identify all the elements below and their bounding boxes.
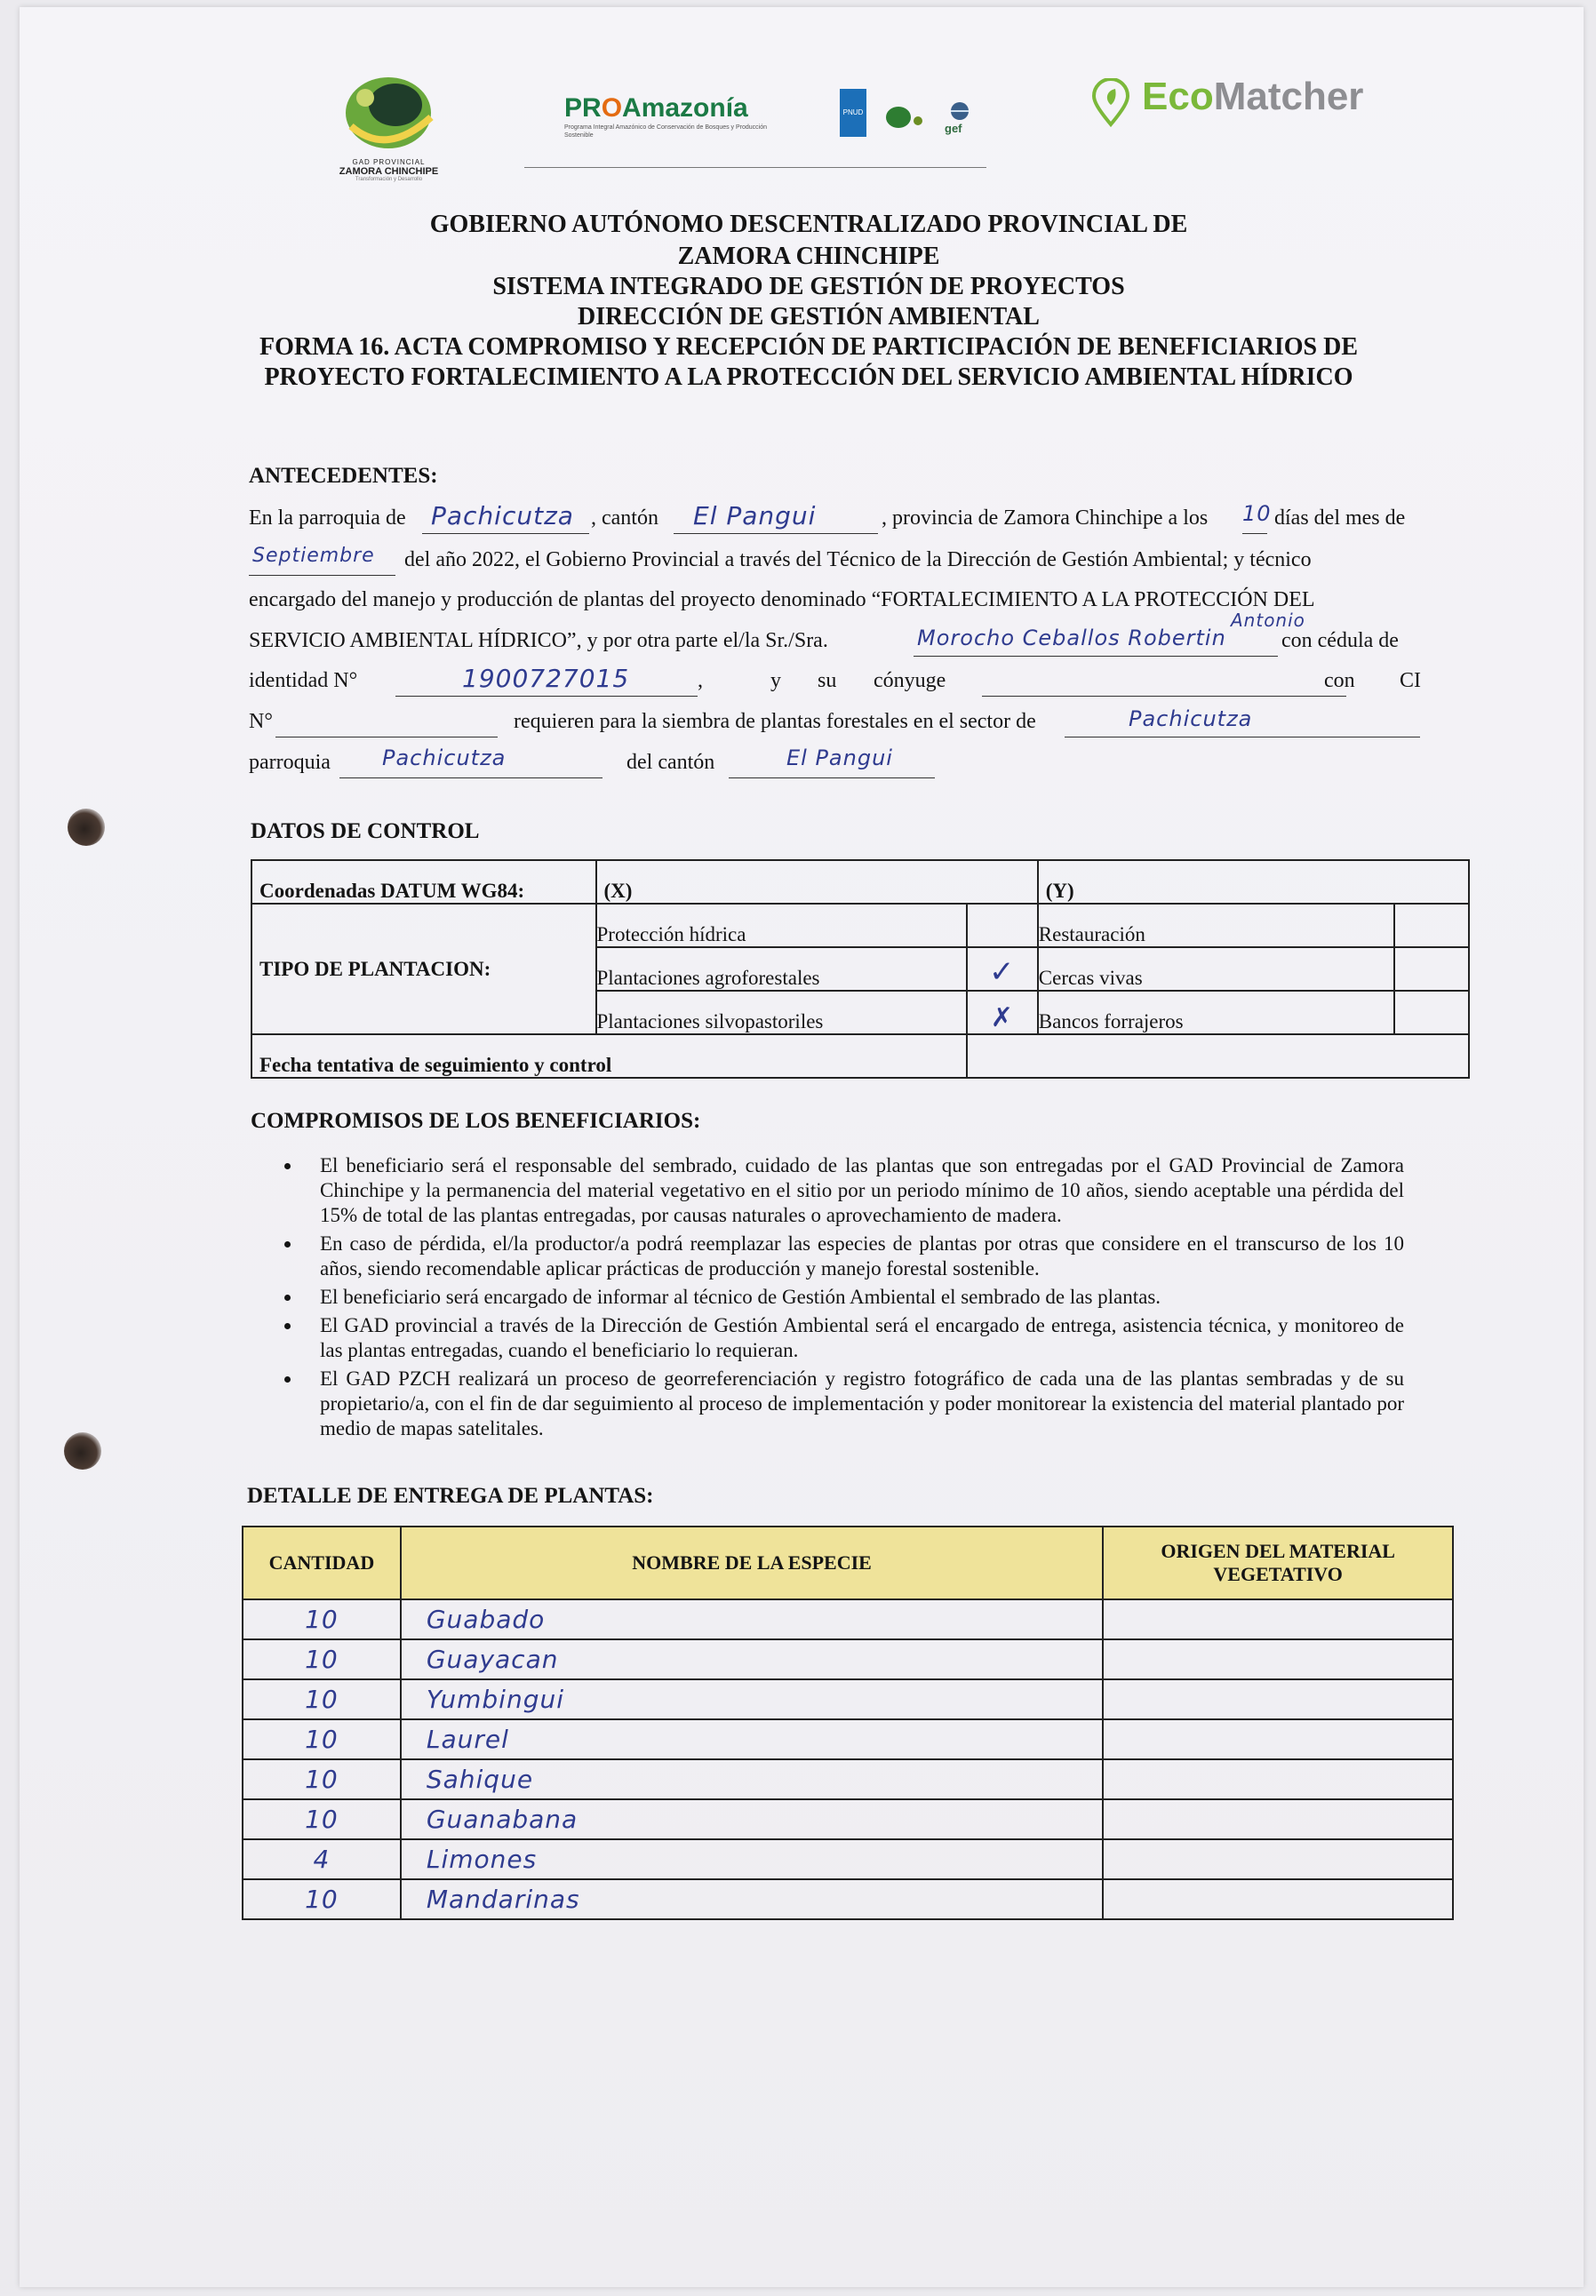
parroquia-value[interactable]: Pachicutza bbox=[431, 501, 574, 530]
header-line-3: SISTEMA INTEGRADO DE GESTIÓN DE PROYECTOS bbox=[492, 273, 1125, 300]
cantidad-cell[interactable]: 10 bbox=[243, 1639, 401, 1679]
text-comma: , bbox=[698, 669, 703, 692]
check-bancos-forrajeros[interactable] bbox=[1394, 991, 1469, 1034]
zamora-logo-top: GAD PROVINCIAL bbox=[352, 158, 426, 166]
punch-hole-bottom bbox=[64, 1432, 101, 1470]
table-row bbox=[243, 1759, 1453, 1799]
cantidad-cell[interactable]: 10 bbox=[243, 1599, 401, 1639]
underline-conyuge[interactable] bbox=[982, 696, 1346, 697]
sector-value[interactable]: Pachicutza bbox=[1129, 706, 1253, 731]
especie-cell[interactable]: Guayacan bbox=[401, 1639, 1103, 1679]
antecedentes-line-3: encargado del manejo y producción de plantas del proyecto denominado “FORTALECIMIENTO A LA PROTECCIÓN DEL bbox=[249, 588, 1315, 611]
origen-cell[interactable] bbox=[1103, 1599, 1453, 1639]
gef-logo bbox=[945, 101, 980, 137]
cantidad-cell[interactable]: 10 bbox=[243, 1759, 401, 1799]
underline-canton bbox=[674, 533, 878, 534]
beneficiario-nombre[interactable]: Morocho Ceballos Robertin bbox=[917, 626, 1226, 650]
header-line-6: PROYECTO FORTALECIMIENTO A LA PROTECCIÓN DEL SERVICIO AMBIENTAL HÍDRICO bbox=[264, 363, 1353, 391]
coord-label: Coordenadas DATUM WG84: bbox=[251, 860, 596, 904]
underline-canton-2 bbox=[729, 777, 935, 778]
header-line-2: ZAMORA CHINCHIPE bbox=[677, 243, 940, 270]
col-origen: ORIGEN DEL MATERIAL VEGETATIVO bbox=[1103, 1527, 1453, 1599]
check-mark-icon: ✓ bbox=[989, 954, 1016, 990]
partner-logos bbox=[840, 89, 991, 142]
option-agroforestales: Plantaciones agroforestales bbox=[596, 947, 967, 991]
header-line-5: FORMA 16. ACTA COMPROMISO Y RECEPCIÓN DE PARTICIPACIÓN DE BENEFICIARIOS DE bbox=[259, 333, 1359, 361]
table-row bbox=[243, 1679, 1453, 1719]
origen-cell[interactable] bbox=[1103, 1879, 1453, 1919]
option-silvopastoriles: Plantaciones silvopastoriles bbox=[596, 991, 967, 1034]
compromiso-item-2: • En caso de pérdida, el/la productor/a podrá reemplazar las especies de plantas por otras que considere en el transcurso de los 10 años, siendo recomendable aplicar prácticas de producción y manejo forestal sostenible. bbox=[302, 1232, 1404, 1281]
text-canton: , cantón bbox=[591, 506, 658, 530]
table-row bbox=[243, 1719, 1453, 1759]
canton-value[interactable]: El Pangui bbox=[693, 501, 817, 530]
zamora-logo-sub: Transformación y Desarrollo bbox=[355, 177, 423, 182]
especie-cell[interactable]: Limones bbox=[401, 1839, 1103, 1879]
x-coordinate-cell[interactable] bbox=[596, 860, 1038, 904]
underline-parroquia-2 bbox=[339, 777, 602, 778]
compromiso-item-4: • El GAD provincial a través de la Dirección de Gestión Ambiental será el encargado de entrega, asistencia técnica, y monitoreo de las plantas entregadas, cuando el beneficiario lo requieran. bbox=[302, 1313, 1404, 1363]
tipo-plantacion-label: TIPO DE PLANTACION: bbox=[251, 904, 596, 1034]
option-restauracion: Restauración bbox=[1038, 904, 1394, 947]
especie-cell[interactable]: Sahique bbox=[401, 1759, 1103, 1799]
option-bancos-forrajeros: Bancos forrajeros bbox=[1038, 991, 1394, 1034]
canton-2-value[interactable]: El Pangui bbox=[786, 745, 893, 770]
text-del-canton: del cantón bbox=[626, 751, 715, 774]
origen-cell[interactable] bbox=[1103, 1759, 1453, 1799]
underline-parroquia bbox=[422, 533, 589, 534]
text-ci: CI bbox=[1400, 669, 1421, 692]
underline-nombre bbox=[914, 656, 1278, 657]
cross-mark-icon: ✗ bbox=[990, 1002, 1014, 1033]
ecomatcher-wordmark: EcoMatcher bbox=[1142, 75, 1364, 118]
datos-control-table bbox=[251, 859, 1470, 1079]
ecomatcher-logo bbox=[1089, 75, 1426, 137]
cantidad-cell[interactable]: 4 bbox=[243, 1839, 401, 1879]
cantidad-cell[interactable]: 10 bbox=[243, 1679, 401, 1719]
especie-cell[interactable]: Guanabana bbox=[401, 1799, 1103, 1839]
text-su: su bbox=[818, 669, 837, 692]
text-y: y bbox=[770, 669, 781, 692]
antecedentes-title: ANTECEDENTES: bbox=[249, 464, 438, 488]
dia-value[interactable]: 10 bbox=[1242, 501, 1272, 526]
compromisos-title: COMPROMISOS DE LOS BENEFICIARIOS: bbox=[251, 1109, 701, 1133]
origen-cell[interactable] bbox=[1103, 1639, 1453, 1679]
zamora-emblem-icon bbox=[333, 73, 440, 153]
cedula-value[interactable]: 1900727015 bbox=[462, 664, 630, 693]
underline-dia bbox=[1242, 533, 1267, 534]
environment-ministry-icon bbox=[882, 100, 927, 135]
text-parroquia: parroquia bbox=[249, 751, 331, 774]
check-proteccion-hidrica[interactable] bbox=[967, 904, 1038, 947]
option-cercas-vivas: Cercas vivas bbox=[1038, 947, 1394, 991]
check-silvopastoriles[interactable] bbox=[967, 991, 1038, 1034]
origen-cell[interactable] bbox=[1103, 1679, 1453, 1719]
parroquia-2-value[interactable]: Pachicutza bbox=[382, 745, 507, 770]
check-restauracion[interactable] bbox=[1394, 904, 1469, 947]
col-cantidad: CANTIDAD bbox=[243, 1527, 401, 1599]
table-row bbox=[243, 1639, 1453, 1679]
proamazonia-logo bbox=[564, 93, 795, 147]
mes-value[interactable]: Septiembre bbox=[252, 545, 375, 567]
col-especie: NOMBRE DE LA ESPECIE bbox=[401, 1527, 1103, 1599]
option-proteccion-hidrica: Protección hídrica bbox=[596, 904, 967, 947]
entrega-table bbox=[242, 1526, 1454, 1920]
beneficiario-nombre-extra: Antonio bbox=[1231, 610, 1305, 631]
especie-cell[interactable]: Yumbingui bbox=[401, 1679, 1103, 1719]
text-no: N° bbox=[249, 710, 273, 733]
text-conyuge: cónyuge bbox=[874, 669, 946, 692]
text-con-cedula: con cédula de bbox=[1281, 629, 1399, 652]
cantidad-cell[interactable]: 10 bbox=[243, 1799, 401, 1839]
table-row bbox=[243, 1799, 1453, 1839]
origen-cell[interactable] bbox=[1103, 1799, 1453, 1839]
check-cercas-vivas[interactable] bbox=[1394, 947, 1469, 991]
header-line-4: DIRECCIÓN DE GESTIÓN AMBIENTAL bbox=[578, 303, 1040, 331]
zamora-logo-name: ZAMORA CHINCHIPE bbox=[339, 166, 439, 177]
origen-cell[interactable] bbox=[1103, 1719, 1453, 1759]
origen-cell[interactable] bbox=[1103, 1839, 1453, 1879]
text-con: con bbox=[1324, 669, 1355, 692]
proamazonia-title: PROAmazonía bbox=[564, 93, 748, 123]
underline-cedula bbox=[395, 696, 698, 697]
text-identidad: identidad N° bbox=[249, 669, 358, 692]
header-line-1: GOBIERNO AUTÓNOMO DESCENTRALIZADO PROVINCIAL DE bbox=[429, 211, 1188, 238]
table-row bbox=[243, 1839, 1453, 1879]
check-agroforestales[interactable] bbox=[967, 947, 1038, 991]
proamazonia-subtitle: Programa Integral Amazónico de Conservación de Bosques y Producción Sostenible bbox=[564, 124, 768, 139]
cantidad-cell[interactable]: 10 bbox=[243, 1719, 401, 1759]
header-rule bbox=[524, 167, 986, 168]
gef-label: gef bbox=[945, 122, 962, 135]
fecha-seguimiento-label: Fecha tentativa de seguimiento y control bbox=[251, 1034, 967, 1078]
compromiso-item-5: • El GAD PZCH realizará un proceso de georreferenciación y registro fotográfico de cada una de las plantas sembradas y de su propietario/a, con el fin de dar seguimiento al proceso de implementación y poder monitorear la existencia del material plantado por medio de mapas satelitales. bbox=[302, 1367, 1404, 1441]
entrega-title: DETALLE DE ENTREGA DE PLANTAS: bbox=[247, 1484, 654, 1508]
entrega-header-row bbox=[243, 1527, 1453, 1599]
especie-cell[interactable]: Guabado bbox=[401, 1599, 1103, 1639]
underline-mes bbox=[249, 575, 395, 576]
x-label: (X) bbox=[603, 880, 633, 902]
cantidad-cell[interactable]: 10 bbox=[243, 1879, 401, 1919]
especie-cell[interactable]: Laurel bbox=[401, 1719, 1103, 1759]
gef-globe-icon bbox=[945, 101, 975, 121]
text-del-ano: del año 2022, el Gobierno Provincial a través del Técnico de la Dirección de Gestión Ambiental; y técnico bbox=[404, 548, 1312, 571]
gad-zamora-logo bbox=[307, 73, 471, 188]
compromiso-item-3: • El beneficiario será encargado de informar al técnico de Gestión Ambiental el sembrado de las plantas. bbox=[302, 1285, 1404, 1310]
table-row bbox=[243, 1879, 1453, 1919]
datos-control-title: DATOS DE CONTROL bbox=[251, 819, 480, 843]
table-row bbox=[243, 1599, 1453, 1639]
pnud-label: PNUD bbox=[842, 108, 864, 116]
text-provincia: , provincia de Zamora Chinchipe a los bbox=[882, 506, 1209, 530]
fecha-seguimiento-field[interactable] bbox=[967, 1034, 1469, 1078]
y-label: (Y) bbox=[1045, 880, 1074, 902]
text-en-la-parroquia: En la parroquia de bbox=[249, 506, 406, 530]
punch-hole-top bbox=[68, 809, 105, 846]
location-leaf-icon bbox=[1089, 78, 1133, 128]
compromiso-item-1: • El beneficiario será el responsable del sembrado, cuidado de las plantas que son entregadas por el GAD Provincial de Zamora Chinchipe y la permanencia del material vegetativo en el sitio por un periodo mínimo de 10 años, siendo aceptable una pérdida del 15% de total de las plantas entregadas, por causas naturales o aprovechamiento de madera. bbox=[302, 1153, 1404, 1228]
especie-cell[interactable]: Mandarinas bbox=[401, 1879, 1103, 1919]
pnud-logo bbox=[840, 89, 866, 137]
y-coordinate-cell[interactable] bbox=[1038, 860, 1469, 904]
compromisos-list bbox=[275, 1153, 1404, 1445]
text-servicio: SERVICIO AMBIENTAL HÍDRICO”, y por otra parte el/la Sr./Sra. bbox=[249, 629, 828, 652]
text-dias-del-mes: días del mes de bbox=[1274, 506, 1406, 530]
text-requieren: requieren para la siembra de plantas forestales en el sector de bbox=[514, 710, 1036, 733]
